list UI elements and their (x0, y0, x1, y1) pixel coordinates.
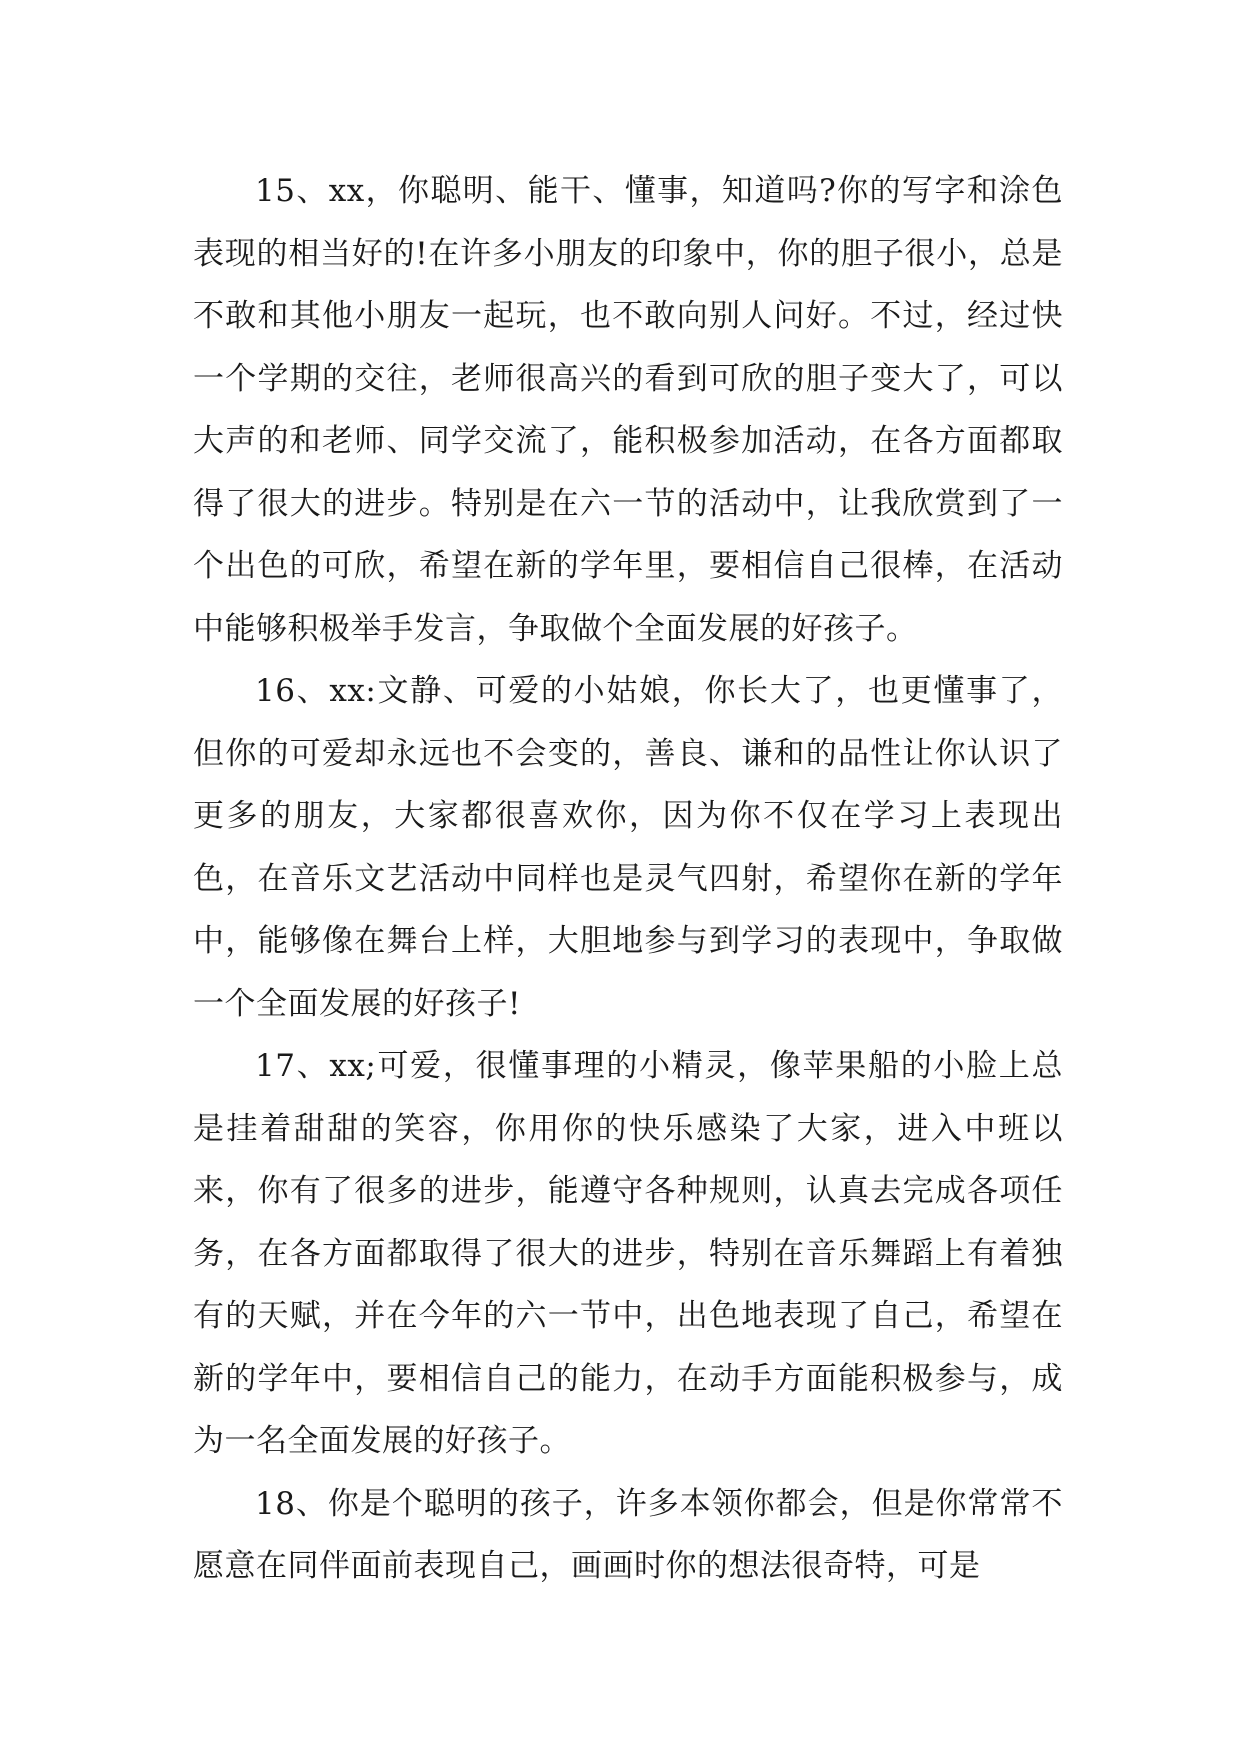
paragraph-18: 18、你是个聪明的孩子，许多本领你都会，但是你常常不愿意在同伴面前表现自己，画画时你的想法很奇特，可是 (193, 1485, 1063, 1584)
document-body (193, 160, 1063, 1598)
paragraph-17: 17、xx;可爱，很懂事理的小精灵，像苹果船的小脸上总是挂着甜甜的笑容，你用你的快乐感染了大家，进入中班以来，你有了很多的进步，能遵守各种规则，认真去完成各项任务，在各方面都取得了很大的进步，特别在音乐舞蹈上有着独有的天赋，并在今年的六一节中，出色地表现了自己，希望在新的学年中，要相信自己的能力，在动手方面能积极参与，成为一名全面发展的好孩子。 (193, 1048, 1063, 1459)
paragraph-15: 15、xx，你聪明、能干、懂事，知道吗?你的写字和涂色表现的相当好的!在许多小朋友的印象中，你的胆子很小，总是不敢和其他小朋友一起玩，也不敢向别人问好。不过，经过快一个学期的交往，老师很高兴的看到可欣的胆子变大了，可以大声的和老师、同学交流了，能积极参加活动，在各方面都取得了很大的进步。特别是在六一节的活动中，让我欣赏到了一个出色的可欣，希望在新的学年里，要相信自己很棒，在活动中能够积极举手发言，争取做个全面发展的好孩子。 (193, 173, 1063, 647)
paragraph-16: 16、xx:文静、可爱的小姑娘，你长大了，也更懂事了，但你的可爱却永远也不会变的，善良、谦和的品性让你认识了更多的朋友，大家都很喜欢你，因为你不仅在学习上表现出色，在音乐文艺活动中同样也是灵气四射，希望你在新的学年中，能够像在舞台上样，大胆地参与到学习的表现中，争取做一个全面发展的好孩子! (193, 673, 1063, 1022)
